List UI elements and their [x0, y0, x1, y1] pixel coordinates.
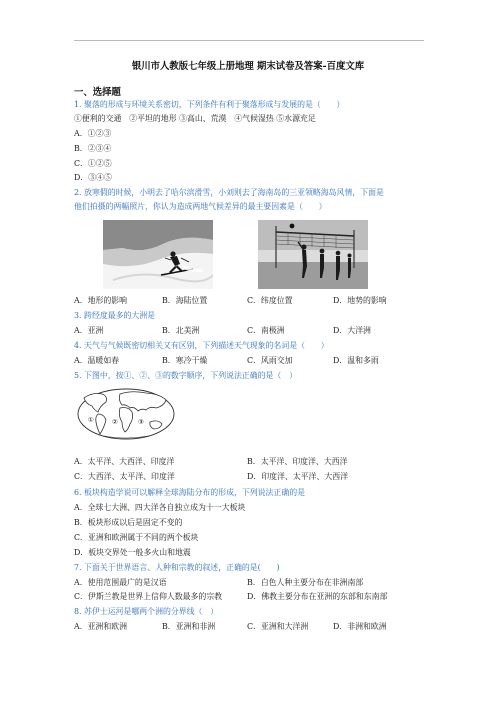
map-label-2: ②: [112, 418, 118, 426]
option-c: C．伊斯兰教是世界上信仰人数最多的宗教: [74, 592, 223, 601]
option-b: B．北美洲: [162, 326, 200, 335]
question-number: 5.: [74, 371, 82, 380]
option-b: B．②③④: [74, 144, 112, 153]
option-a: A．使用范围最广的是汉语: [74, 578, 167, 587]
question-5: [74, 370, 297, 381]
question-stem: 天气与气候既密切相关又有区别，下列描述天气现象的名词是（ ）: [84, 341, 329, 350]
skiing-photo: [103, 220, 213, 289]
question-stem: 放寒假的时候，小明去了哈尔滨滑雪，小刘则去了海南岛的三亚领略海岛风情，下面是: [84, 188, 384, 197]
option-d: D．温和多雨: [333, 356, 379, 365]
header-rule: [74, 40, 424, 41]
option-d: D．③④⑤: [74, 173, 112, 182]
question-stem: 下图中，按①、②、③的数字顺序，下列说法正确的是（ ）: [84, 371, 298, 380]
option-a: A．亚洲: [74, 326, 104, 335]
question-number: 7.: [74, 563, 82, 572]
question-number: 2.: [74, 188, 82, 197]
option-b: B．寒冷干燥: [162, 356, 208, 365]
question-number: 1.: [74, 100, 82, 109]
option-b: B．太平洋、印度洋、大西洋: [247, 457, 348, 466]
question-2: [74, 187, 384, 198]
question-1: [74, 99, 344, 110]
question-4: [74, 340, 329, 351]
option-a: A．全球七大洲、四大洋各自独立成为十一大板块: [74, 503, 246, 512]
map-label-1: ①: [88, 416, 94, 424]
option-d: D．地势的影响: [333, 296, 387, 305]
option-b: B．海陆位置: [162, 296, 208, 305]
question-1-subitems: ①便利的交通 ②平坦的地形 ③高山、荒漠 ④气候湿热 ⑤水源充足: [74, 114, 316, 123]
option-d: D．印度洋、太平洋、大西洋: [247, 472, 349, 481]
option-a: A．地形的影响: [74, 296, 128, 305]
question-stem: 跨经度最多的大洲是: [84, 311, 156, 320]
question-number: 4.: [74, 341, 82, 350]
question-number: 3.: [74, 311, 82, 320]
question-number: 8.: [74, 607, 82, 616]
question-7: [74, 562, 280, 573]
question-stem: 下面关于世界语言、人种和宗教的叙述，正确的是( ): [84, 563, 280, 572]
document-title: 银川市人教版七年级上册地理 期末试卷及答案-百度文库: [131, 61, 365, 72]
option-a: A．①②③: [74, 129, 112, 138]
beach-volleyball-photo: [258, 220, 368, 289]
world-map-figure: [74, 384, 178, 444]
option-c: C．大西洋、太平洋、印度洋: [74, 472, 175, 481]
question-stem: 聚落的形成与环境关系密切，下列条件有利于聚落形成与发展的是（ ）: [84, 100, 345, 109]
option-b: B．亚洲和非洲: [162, 622, 216, 631]
option-b: B．白色人种主要分布在非洲南部: [247, 578, 364, 587]
question-3: [74, 310, 155, 321]
option-c: C．风雨交加: [247, 356, 293, 365]
map-label-3: ③: [138, 418, 144, 426]
question-6: [74, 487, 305, 498]
question-8: [74, 606, 218, 617]
option-a: A．亚洲和欧洲: [74, 622, 128, 631]
option-c: C．南极洲: [247, 326, 285, 335]
option-a: A．温暖如春: [74, 356, 120, 365]
option-a: A．太平洋、大西洋、印度洋: [74, 457, 175, 466]
option-c: C．亚洲和大洋洲: [247, 622, 309, 631]
question-2-stem-line2: [74, 201, 327, 212]
option-d: D．大洋洲: [333, 326, 371, 335]
question-stem: 板块构造学说可以解释全球海陆分布的形成，下列说法正确的是: [84, 488, 305, 497]
option-b: B．板块形成以后是固定不变的: [74, 518, 183, 527]
question-stem: 苏伊士运河是哪两个洲的分界线（ ）: [84, 607, 219, 616]
option-c: C．①②⑤: [74, 159, 112, 168]
option-d: D．板块交界处一般多火山和地震: [74, 548, 191, 557]
option-d: D．非洲和欧洲: [333, 622, 387, 631]
option-c: C．亚洲和欧洲属于不同的两个板块: [74, 533, 199, 542]
question-number: 6.: [74, 488, 82, 497]
question-stem-continued: 他们拍摄的两幅照片，你认为造成两地气候差异的最主要因素是（ ）: [74, 202, 327, 211]
section-heading: 一、选择题: [74, 87, 121, 98]
option-c: C．纬度位置: [247, 296, 293, 305]
option-d: D．佛教主要分布在亚洲的东部和东南部: [247, 592, 388, 601]
